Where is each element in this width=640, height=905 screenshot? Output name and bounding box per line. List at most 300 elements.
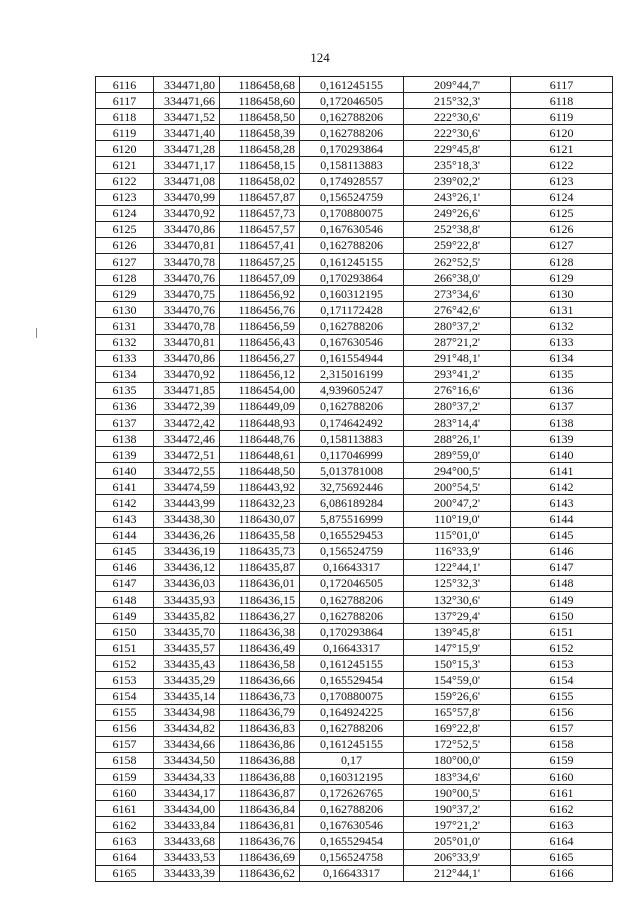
distance-cell: 0,167630546 — [300, 817, 404, 833]
distance-cell: 0,162788206 — [300, 592, 404, 608]
page-number: 124 — [310, 50, 330, 65]
direction-angle-cell: 150°15,3' — [404, 656, 511, 672]
next-point-cell: 6133 — [511, 334, 613, 350]
direction-angle-cell: 169°22,8' — [404, 720, 511, 736]
point-id-cell: 6131 — [96, 318, 154, 334]
next-point-cell: 6164 — [511, 833, 613, 849]
next-point-cell: 6157 — [511, 720, 613, 736]
table-row — [96, 447, 613, 463]
table-row — [96, 334, 613, 350]
direction-angle-cell: 235°18,3' — [404, 157, 511, 173]
direction-angle-cell: 289°59,0' — [404, 447, 511, 463]
point-id-cell: 6153 — [96, 672, 154, 688]
table-row — [96, 77, 613, 93]
table-row — [96, 624, 613, 640]
next-point-cell: 6129 — [511, 270, 613, 286]
direction-angle-cell: 273°34,6' — [404, 286, 511, 302]
next-point-cell: 6127 — [511, 237, 613, 253]
table-row — [96, 286, 613, 302]
direction-angle-cell: 206°33,9' — [404, 849, 511, 865]
next-point-cell: 6120 — [511, 125, 613, 141]
distance-cell: 0,16643317 — [300, 865, 404, 881]
x-coordinate-cell: 334433,39 — [154, 865, 220, 881]
x-coordinate-cell: 334436,03 — [154, 575, 220, 591]
coordinate-table — [95, 76, 613, 882]
x-coordinate-cell: 334474,59 — [154, 479, 220, 495]
distance-cell: 0,164924225 — [300, 704, 404, 720]
direction-angle-cell: 283°14,4' — [404, 414, 511, 430]
point-id-cell: 6160 — [96, 785, 154, 801]
x-coordinate-cell: 334470,86 — [154, 350, 220, 366]
direction-angle-cell: 115°01,0' — [404, 527, 511, 543]
table-row — [96, 189, 613, 205]
y-coordinate-cell: 1186458,28 — [220, 141, 300, 157]
x-coordinate-cell: 334434,82 — [154, 720, 220, 736]
point-id-cell: 6121 — [96, 157, 154, 173]
direction-angle-cell: 288°26,1' — [404, 431, 511, 447]
next-point-cell: 6131 — [511, 302, 613, 318]
distance-cell: 0,161245155 — [300, 656, 404, 672]
point-id-cell: 6163 — [96, 833, 154, 849]
y-coordinate-cell: 1186449,09 — [220, 398, 300, 414]
distance-cell: 0,162788206 — [300, 720, 404, 736]
direction-angle-cell: 159°26,6' — [404, 688, 511, 704]
next-point-cell: 6143 — [511, 495, 613, 511]
y-coordinate-cell: 1186448,61 — [220, 447, 300, 463]
point-id-cell: 6159 — [96, 769, 154, 785]
table-row — [96, 157, 613, 173]
table-row — [96, 254, 613, 270]
point-id-cell: 6126 — [96, 237, 154, 253]
distance-cell: 0,156524759 — [300, 543, 404, 559]
table-row — [96, 736, 613, 752]
next-point-cell: 6123 — [511, 173, 613, 189]
distance-cell: 0,162788206 — [300, 398, 404, 414]
y-coordinate-cell: 1186436,83 — [220, 720, 300, 736]
direction-angle-cell: 132°30,6' — [404, 592, 511, 608]
distance-cell: 0,165529454 — [300, 672, 404, 688]
direction-angle-cell: 110°19,0' — [404, 511, 511, 527]
y-coordinate-cell: 1186458,60 — [220, 93, 300, 109]
point-id-cell: 6135 — [96, 382, 154, 398]
y-coordinate-cell: 1186458,15 — [220, 157, 300, 173]
next-point-cell: 6155 — [511, 688, 613, 704]
distance-cell: 0,160312195 — [300, 769, 404, 785]
y-coordinate-cell: 1186436,66 — [220, 672, 300, 688]
y-coordinate-cell: 1186457,57 — [220, 221, 300, 237]
next-point-cell: 6151 — [511, 624, 613, 640]
direction-angle-cell: 125°32,3' — [404, 575, 511, 591]
table-row — [96, 592, 613, 608]
direction-angle-cell: 276°16,6' — [404, 382, 511, 398]
next-point-cell: 6153 — [511, 656, 613, 672]
distance-cell: 0,165529454 — [300, 833, 404, 849]
point-id-cell: 6158 — [96, 752, 154, 768]
direction-angle-cell: 180°00,0' — [404, 752, 511, 768]
y-coordinate-cell: 1186436,62 — [220, 865, 300, 881]
distance-cell: 0,167630546 — [300, 221, 404, 237]
table-row — [96, 833, 613, 849]
direction-angle-cell: 212°44,1' — [404, 865, 511, 881]
y-coordinate-cell: 1186443,92 — [220, 479, 300, 495]
x-coordinate-cell: 334435,70 — [154, 624, 220, 640]
point-id-cell: 6145 — [96, 543, 154, 559]
distance-cell: 0,170293864 — [300, 624, 404, 640]
table-row — [96, 511, 613, 527]
table-row — [96, 640, 613, 656]
table-row — [96, 865, 613, 881]
next-point-cell: 6132 — [511, 318, 613, 334]
next-point-cell: 6163 — [511, 817, 613, 833]
table-row — [96, 752, 613, 768]
distance-cell: 0,171172428 — [300, 302, 404, 318]
y-coordinate-cell: 1186458,02 — [220, 173, 300, 189]
y-coordinate-cell: 1186458,39 — [220, 125, 300, 141]
x-coordinate-cell: 334471,28 — [154, 141, 220, 157]
next-point-cell: 6118 — [511, 93, 613, 109]
table-row — [96, 382, 613, 398]
y-coordinate-cell: 1186456,92 — [220, 286, 300, 302]
distance-cell: 0,160312195 — [300, 286, 404, 302]
point-id-cell: 6144 — [96, 527, 154, 543]
next-point-cell: 6136 — [511, 382, 613, 398]
x-coordinate-cell: 334472,39 — [154, 398, 220, 414]
point-id-cell: 6156 — [96, 720, 154, 736]
point-id-cell: 6118 — [96, 109, 154, 125]
y-coordinate-cell: 1186435,87 — [220, 559, 300, 575]
x-coordinate-cell: 334472,46 — [154, 431, 220, 447]
table-row — [96, 672, 613, 688]
x-coordinate-cell: 334472,51 — [154, 447, 220, 463]
table-row — [96, 109, 613, 125]
x-coordinate-cell: 334471,08 — [154, 173, 220, 189]
direction-angle-cell: 259°22,8' — [404, 237, 511, 253]
distance-cell: 0,172046505 — [300, 93, 404, 109]
point-id-cell: 6162 — [96, 817, 154, 833]
point-id-cell: 6137 — [96, 414, 154, 430]
next-point-cell: 6144 — [511, 511, 613, 527]
table-row — [96, 270, 613, 286]
next-point-cell: 6147 — [511, 559, 613, 575]
next-point-cell: 6121 — [511, 141, 613, 157]
direction-angle-cell: 291°48,1' — [404, 350, 511, 366]
table-row — [96, 318, 613, 334]
point-id-cell: 6164 — [96, 849, 154, 865]
point-id-cell: 6132 — [96, 334, 154, 350]
table-row — [96, 398, 613, 414]
x-coordinate-cell: 334470,92 — [154, 366, 220, 382]
next-point-cell: 6119 — [511, 109, 613, 125]
direction-angle-cell: 190°37,2' — [404, 801, 511, 817]
next-point-cell: 6122 — [511, 157, 613, 173]
direction-angle-cell: 197°21,2' — [404, 817, 511, 833]
distance-cell: 6,086189284 — [300, 495, 404, 511]
table-row — [96, 173, 613, 189]
point-id-cell: 6127 — [96, 254, 154, 270]
next-point-cell: 6159 — [511, 752, 613, 768]
next-point-cell: 6138 — [511, 414, 613, 430]
table-row — [96, 527, 613, 543]
distance-cell: 0,17 — [300, 752, 404, 768]
y-coordinate-cell: 1186435,58 — [220, 527, 300, 543]
y-coordinate-cell: 1186430,07 — [220, 511, 300, 527]
y-coordinate-cell: 1186457,09 — [220, 270, 300, 286]
next-point-cell: 6146 — [511, 543, 613, 559]
next-point-cell: 6137 — [511, 398, 613, 414]
distance-cell: 0,167630546 — [300, 334, 404, 350]
x-coordinate-cell: 334434,33 — [154, 769, 220, 785]
next-point-cell: 6152 — [511, 640, 613, 656]
distance-cell: 0,165529453 — [300, 527, 404, 543]
table-row — [96, 221, 613, 237]
direction-angle-cell: 183°34,6' — [404, 769, 511, 785]
distance-cell: 0,170880075 — [300, 205, 404, 221]
next-point-cell: 6140 — [511, 447, 613, 463]
y-coordinate-cell: 1186436,58 — [220, 656, 300, 672]
y-coordinate-cell: 1186456,12 — [220, 366, 300, 382]
y-coordinate-cell: 1186456,76 — [220, 302, 300, 318]
point-id-cell: 6148 — [96, 592, 154, 608]
distance-cell: 0,161245155 — [300, 77, 404, 93]
table-row — [96, 205, 613, 221]
table-row — [96, 720, 613, 736]
point-id-cell: 6142 — [96, 495, 154, 511]
direction-angle-cell: 200°54,5' — [404, 479, 511, 495]
next-point-cell: 6158 — [511, 736, 613, 752]
x-coordinate-cell: 334470,81 — [154, 334, 220, 350]
x-coordinate-cell: 334433,53 — [154, 849, 220, 865]
y-coordinate-cell: 1186457,87 — [220, 189, 300, 205]
y-coordinate-cell: 1186436,73 — [220, 688, 300, 704]
table-row — [96, 817, 613, 833]
point-id-cell: 6152 — [96, 656, 154, 672]
next-point-cell: 6126 — [511, 221, 613, 237]
x-coordinate-cell: 334434,00 — [154, 801, 220, 817]
next-point-cell: 6148 — [511, 575, 613, 591]
y-coordinate-cell: 1186436,69 — [220, 849, 300, 865]
table-row — [96, 93, 613, 109]
point-id-cell: 6155 — [96, 704, 154, 720]
y-coordinate-cell: 1186435,73 — [220, 543, 300, 559]
table-row — [96, 849, 613, 865]
x-coordinate-cell: 334470,78 — [154, 318, 220, 334]
distance-cell: 0,161245155 — [300, 736, 404, 752]
table-row — [96, 785, 613, 801]
x-coordinate-cell: 334470,75 — [154, 286, 220, 302]
distance-cell: 0,162788206 — [300, 801, 404, 817]
distance-cell: 0,174928557 — [300, 173, 404, 189]
point-id-cell: 6120 — [96, 141, 154, 157]
point-id-cell: 6117 — [96, 93, 154, 109]
direction-angle-cell: 293°41,2' — [404, 366, 511, 382]
table-row — [96, 237, 613, 253]
distance-cell: 0,170880075 — [300, 688, 404, 704]
point-id-cell: 6143 — [96, 511, 154, 527]
direction-angle-cell: 249°26,6' — [404, 205, 511, 221]
x-coordinate-cell: 334470,76 — [154, 270, 220, 286]
distance-cell: 0,156524758 — [300, 849, 404, 865]
point-id-cell: 6149 — [96, 608, 154, 624]
point-id-cell: 6147 — [96, 575, 154, 591]
table-body — [96, 77, 613, 882]
direction-angle-cell: 280°37,2' — [404, 318, 511, 334]
direction-angle-cell: 294°00,5' — [404, 463, 511, 479]
y-coordinate-cell: 1186436,15 — [220, 592, 300, 608]
x-coordinate-cell: 334435,93 — [154, 592, 220, 608]
y-coordinate-cell: 1186458,68 — [220, 77, 300, 93]
x-coordinate-cell: 334471,80 — [154, 77, 220, 93]
table-row — [96, 656, 613, 672]
direction-angle-cell: 222°30,6' — [404, 109, 511, 125]
point-id-cell: 6136 — [96, 398, 154, 414]
direction-angle-cell: 122°44,1' — [404, 559, 511, 575]
next-point-cell: 6166 — [511, 865, 613, 881]
x-coordinate-cell: 334434,98 — [154, 704, 220, 720]
next-point-cell: 6135 — [511, 366, 613, 382]
y-coordinate-cell: 1186436,84 — [220, 801, 300, 817]
table-row — [96, 801, 613, 817]
distance-cell: 0,162788206 — [300, 237, 404, 253]
direction-angle-cell: 243°26,1' — [404, 189, 511, 205]
direction-angle-cell: 252°38,8' — [404, 221, 511, 237]
table-row — [96, 350, 613, 366]
next-point-cell: 6154 — [511, 672, 613, 688]
table-row — [96, 302, 613, 318]
point-id-cell: 6133 — [96, 350, 154, 366]
next-point-cell: 6134 — [511, 350, 613, 366]
y-coordinate-cell: 1186436,76 — [220, 833, 300, 849]
point-id-cell: 6119 — [96, 125, 154, 141]
direction-angle-cell: 287°21,2' — [404, 334, 511, 350]
distance-cell: 32,75692446 — [300, 479, 404, 495]
table-row — [96, 608, 613, 624]
next-point-cell: 6161 — [511, 785, 613, 801]
distance-cell: 0,161554944 — [300, 350, 404, 366]
table-row — [96, 495, 613, 511]
next-point-cell: 6117 — [511, 77, 613, 93]
x-coordinate-cell: 334434,17 — [154, 785, 220, 801]
distance-cell: 2,315016199 — [300, 366, 404, 382]
next-point-cell: 6139 — [511, 431, 613, 447]
y-coordinate-cell: 1186436,01 — [220, 575, 300, 591]
y-coordinate-cell: 1186436,88 — [220, 769, 300, 785]
distance-cell: 4,939605247 — [300, 382, 404, 398]
y-coordinate-cell: 1186457,73 — [220, 205, 300, 221]
point-id-cell: 6134 — [96, 366, 154, 382]
next-point-cell: 6124 — [511, 189, 613, 205]
next-point-cell: 6142 — [511, 479, 613, 495]
direction-angle-cell: 266°38,0' — [404, 270, 511, 286]
direction-angle-cell: 154°59,0' — [404, 672, 511, 688]
y-coordinate-cell: 1186458,50 — [220, 109, 300, 125]
y-coordinate-cell: 1186448,76 — [220, 431, 300, 447]
y-coordinate-cell: 1186448,93 — [220, 414, 300, 430]
y-coordinate-cell: 1186456,59 — [220, 318, 300, 334]
distance-cell: 0,162788206 — [300, 608, 404, 624]
distance-cell: 0,172046505 — [300, 575, 404, 591]
y-coordinate-cell: 1186436,79 — [220, 704, 300, 720]
direction-angle-cell: 147°15,9' — [404, 640, 511, 656]
distance-cell: 0,158113883 — [300, 157, 404, 173]
x-coordinate-cell: 334470,86 — [154, 221, 220, 237]
x-coordinate-cell: 334470,81 — [154, 237, 220, 253]
y-coordinate-cell: 1186436,81 — [220, 817, 300, 833]
y-coordinate-cell: 1186436,87 — [220, 785, 300, 801]
table-row — [96, 366, 613, 382]
y-coordinate-cell: 1186436,88 — [220, 752, 300, 768]
table-row — [96, 141, 613, 157]
point-id-cell: 6138 — [96, 431, 154, 447]
y-coordinate-cell: 1186436,27 — [220, 608, 300, 624]
table-row — [96, 414, 613, 430]
y-coordinate-cell: 1186457,25 — [220, 254, 300, 270]
next-point-cell: 6128 — [511, 254, 613, 270]
x-coordinate-cell: 334434,66 — [154, 736, 220, 752]
point-id-cell: 6165 — [96, 865, 154, 881]
distance-cell: 5,013781008 — [300, 463, 404, 479]
table-row — [96, 559, 613, 575]
next-point-cell: 6130 — [511, 286, 613, 302]
next-point-cell: 6125 — [511, 205, 613, 221]
y-coordinate-cell: 1186436,38 — [220, 624, 300, 640]
distance-cell: 0,162788206 — [300, 125, 404, 141]
point-id-cell: 6125 — [96, 221, 154, 237]
point-id-cell: 6139 — [96, 447, 154, 463]
point-id-cell: 6150 — [96, 624, 154, 640]
direction-angle-cell: 190°00,5' — [404, 785, 511, 801]
distance-cell: 0,156524759 — [300, 189, 404, 205]
x-coordinate-cell: 334443,99 — [154, 495, 220, 511]
distance-cell: 0,16643317 — [300, 640, 404, 656]
direction-angle-cell: 280°37,2' — [404, 398, 511, 414]
x-coordinate-cell: 334436,12 — [154, 559, 220, 575]
next-point-cell: 6145 — [511, 527, 613, 543]
distance-cell: 0,16643317 — [300, 559, 404, 575]
y-coordinate-cell: 1186456,43 — [220, 334, 300, 350]
x-coordinate-cell: 334470,99 — [154, 189, 220, 205]
x-coordinate-cell: 334435,82 — [154, 608, 220, 624]
direction-angle-cell: 205°01,0' — [404, 833, 511, 849]
x-coordinate-cell: 334435,14 — [154, 688, 220, 704]
table-row — [96, 704, 613, 720]
direction-angle-cell: 209°44,7' — [404, 77, 511, 93]
direction-angle-cell: 276°42,6' — [404, 302, 511, 318]
point-id-cell: 6123 — [96, 189, 154, 205]
next-point-cell: 6150 — [511, 608, 613, 624]
next-point-cell: 6141 — [511, 463, 613, 479]
y-coordinate-cell: 1186457,41 — [220, 237, 300, 253]
x-coordinate-cell: 334472,42 — [154, 414, 220, 430]
direction-angle-cell: 215°32,3' — [404, 93, 511, 109]
distance-cell: 0,161245155 — [300, 254, 404, 270]
distance-cell: 0,162788206 — [300, 318, 404, 334]
table-row — [96, 463, 613, 479]
x-coordinate-cell: 334436,19 — [154, 543, 220, 559]
point-id-cell: 6157 — [96, 736, 154, 752]
point-id-cell: 6116 — [96, 77, 154, 93]
distance-cell: 0,174642492 — [300, 414, 404, 430]
direction-angle-cell: 172°52,5' — [404, 736, 511, 752]
direction-angle-cell: 229°45,8' — [404, 141, 511, 157]
point-id-cell: 6122 — [96, 173, 154, 189]
y-coordinate-cell: 1186436,86 — [220, 736, 300, 752]
point-id-cell: 6130 — [96, 302, 154, 318]
point-id-cell: 6141 — [96, 479, 154, 495]
point-id-cell: 6151 — [96, 640, 154, 656]
x-coordinate-cell: 334438,30 — [154, 511, 220, 527]
distance-cell: 5,875516999 — [300, 511, 404, 527]
point-id-cell: 6124 — [96, 205, 154, 221]
